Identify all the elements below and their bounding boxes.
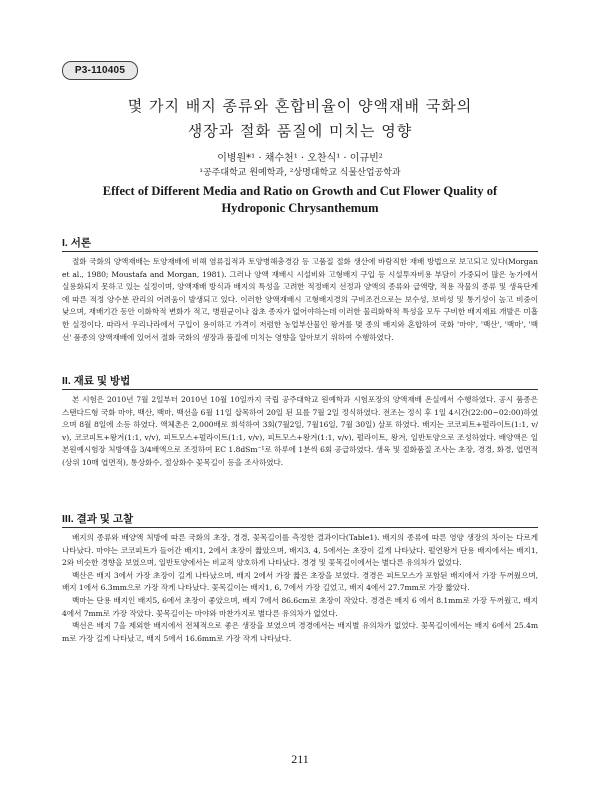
paragraph: 절화 국화의 양액재배는 토양재배에 비해 염류집적과 토양병해충경감 등 고품질 절화 생산에 바람직한 재배 방법으로 보고되고 있다(Morgan et al., 1980; Moustafa and Morgan, 1981). 그러나 양액 재배시 시설비와 고형배지 구입 등 시설투자비용 부담이 가중되어 많은 농가에서 실용화되지 못하고 있는 실정이며, 양액재배 방식과 배지의 특성을 고려한 적정배지 선정과 양액의 종류와 급액량, 적용 작물의 종류 및 생육단계에 따른 적정 양수분 관리의 어려움이 발생되고 있다. 이러한 양액재배시 고형배지경의 구비조건으로는 보수성, 보비성 및 통기성이 높고 비중이 낮으며, 재배기간 동안 이화학적 변화가 적고, 병원균이나 잡초 종자가 없어야하는데 이러한 물리화학적 특성을 모두 구비한 배지재료 개발은 미흡한 실정이다. 따라서 우리나라에서 구입이 용이하고 가격이 저렴한 농업부산물인 왕겨를 몇 종의 배지와 혼합하여 국화 '마야', '백산', '백마', '백선' 품종의 양액재배에 있어서 절화 국화의 생장과 품질에 미치는 영향을 알아보기 위하여 수행하였다. xyxy=(62,257,538,342)
paragraph: 본 시험은 2010년 7월 2일부터 2010년 10월 10일까지 국립 공주대학교 원예학과 시험포장의 양액재배 온실에서 수행하였다. 공시 품종은 스탠다드형 국화 마야, 백산, 백마, 백선을 6월 11일 삽목하여 20일 된 묘를 7월 2일 정식하였다. 전조는 정식 후 1일 4시간(22:00~02:00)하였으며 8월 8일에 소등 하였다. 액체촌은 2,000배로 희석하여 3회(7월2일, 7월16일, 7월 30일) 살포 하였다. 배지는 코코피트+펄라이트(1:1, v/v), 코코피트+왕겨(1:1, v/v), 피트모스+펄라이트(1:1, v/v), 피트모스+왕겨(1:1, v/v), 펄라이트, 왕겨, 일반토양으로 조성하였다. 배양액은 일본원예시험장 처방액을 3/4배액으로 조정하여 EC 1.8dSm⁻¹로 하루에 1분씩 6회 공급하였다. 생육 및 절화품질 조사는 초장, 경경, 화경, 엽면적(상위 10매 엽면적), 통상화수, 절상화수 꽃목길이 등을 조사하였다. xyxy=(62,395,538,467)
section-body-methods xyxy=(62,394,538,470)
section-divider xyxy=(62,389,538,390)
section-divider xyxy=(62,251,538,252)
paragraph: 백선은 배지 7을 제외한 배지에서 전체적으로 좋은 생장을 보였으며 경경에서는 배지별 유의차가 없었다. 꽃목길이에서는 배지 6에서 25.4mm로 가장 길게 나타났고, 배지 5에서 16.6mm로 가장 작게 나타났다. xyxy=(62,621,538,643)
section-heading-introduction: I. 서론 xyxy=(62,237,92,249)
paragraph: 백마는 단용 배지인 배지5, 6에서 초장이 좋았으며, 배지 7에서 86.6cm로 초장이 작았다. 경경은 배지 6 에서 8.1mm로 가장 두꺼웠고, 배지 4에서 7mm로 가장 작았다. 꽃목길이는 마야와 마찬가지로 별다른 유의차가 없었다. xyxy=(62,595,538,618)
section-heading-results: III. 결과 및 고찰 xyxy=(62,513,134,525)
affiliations: ¹공주대학교 원예학과, ²상명대학교 식물산업공학과 xyxy=(199,168,401,178)
section-body-introduction xyxy=(62,256,538,344)
section-divider xyxy=(62,527,538,528)
page-number: 211 xyxy=(291,752,309,766)
section-heading-methods: II. 재료 및 방법 xyxy=(62,375,131,387)
korean-title-line-2: 생장과 절화 품질에 미치는 영향 xyxy=(187,122,413,140)
paragraph: 배지의 종류와 배양액 처방에 따른 국화의 초장, 경경, 꽃목길이를 측정한 결과이다(Table1). 배지의 종류에 따른 영양 생장의 차이는 다르게 나타났다. 마야는 코코피트가 들어간 배지1, 2에서 초장이 짧았으며, 배지3, 4, 5에서는 초장이 길게 나타났다. 펄연왕겨 단용 배지에서는 배지1, 2와 비슷한 경향을 보였으며, 일반토양에서는 비교적 양호하게 나타났다. 경경 및 꽃목길이에서는 별다른 유의차가 없었다. xyxy=(62,533,538,568)
section-body-results xyxy=(62,532,538,645)
korean-title-line-1: 몇 가지 배지 종류와 혼합비율이 양액재배 국화의 xyxy=(127,97,473,115)
english-title-line-2: Hydroponic Chrysanthemum xyxy=(221,201,379,215)
english-title-line-1: Effect of Different Media and Ratio on Growth and Cut Flower Quality of xyxy=(102,184,498,198)
abstract-code-badge: P3-110405 xyxy=(62,61,138,80)
paragraph: 백산은 배지 3에서 가장 초장이 길게 나타났으며, 배지 2에서 가장 짧은 초장을 보였다. 경경은 피트모스가 포함된 배지에서 가장 두꺼웠으며, 배지 1에서 6.3mm으로 가장 작게 나타났다. 꽃목길이는 배지1, 6, 7에서 가장 길었고, 배지 4에서 27.7mm로 가장 짧았다. xyxy=(62,570,538,593)
author-list: 이병원*¹ · 채수천¹ · 오찬식¹ · 이규빈² xyxy=(217,153,383,164)
